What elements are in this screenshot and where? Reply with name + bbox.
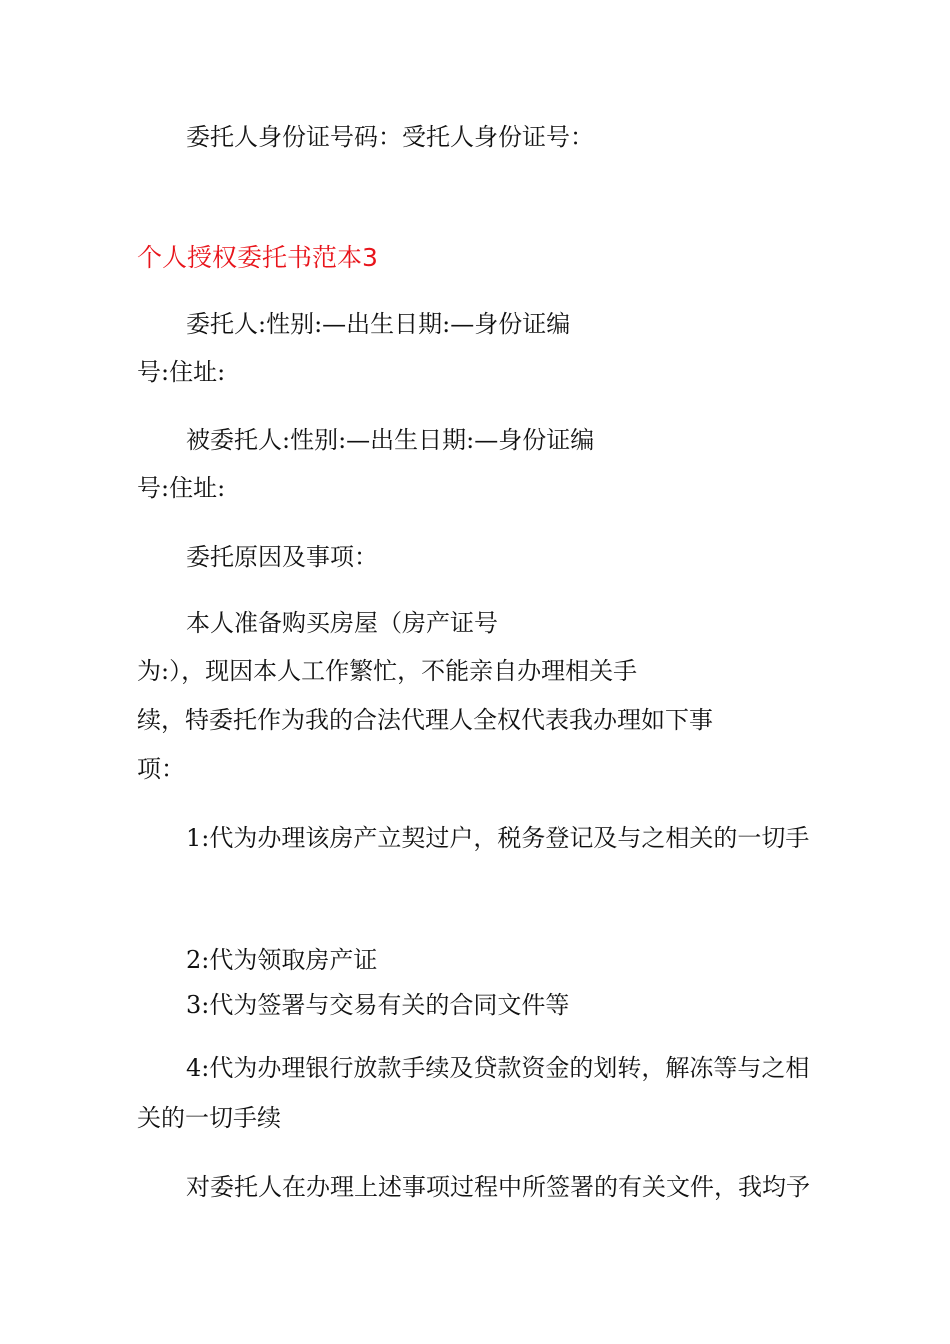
body-line-4: 项：	[137, 755, 185, 783]
body-line-2: 为:），现因本人工作繁忙，不能亲自办理相关手	[137, 657, 638, 685]
reason-heading: 委托原因及事项：	[186, 543, 378, 571]
principal-info-line-1: 委托人:性别:—出生日期:—身份证编	[186, 310, 571, 338]
body-line-1: 本人准备购买房屋（房产证号	[186, 609, 498, 637]
principal-info-line-2: 号:住址:	[137, 358, 226, 386]
agent-info-line-1: 被委托人:性别:—出生日期:—身份证编	[186, 426, 595, 454]
item-1: 1:代为办理该房产立契过户，税务登记及与之相关的一切手	[186, 824, 810, 852]
item-4-line-2: 关的一切手续	[137, 1104, 281, 1132]
id-number-line: 委托人身份证号码：受托人身份证号：	[186, 123, 594, 151]
item-3: 3:代为签署与交易有关的合同文件等	[186, 991, 570, 1019]
agent-info-line-2: 号:住址:	[137, 474, 226, 502]
body-line-3: 续，特委托作为我的合法代理人全权代表我办理如下事	[137, 706, 713, 734]
section-title: 个人授权委托书范本3	[137, 243, 378, 272]
closing-line-1: 对委托人在办理上述事项过程中所签署的有关文件，我均予	[186, 1173, 810, 1201]
item-2: 2:代为领取房产证	[186, 946, 378, 974]
item-4-line-1: 4:代为办理银行放款手续及贷款资金的划转，解冻等与之相	[186, 1054, 810, 1082]
